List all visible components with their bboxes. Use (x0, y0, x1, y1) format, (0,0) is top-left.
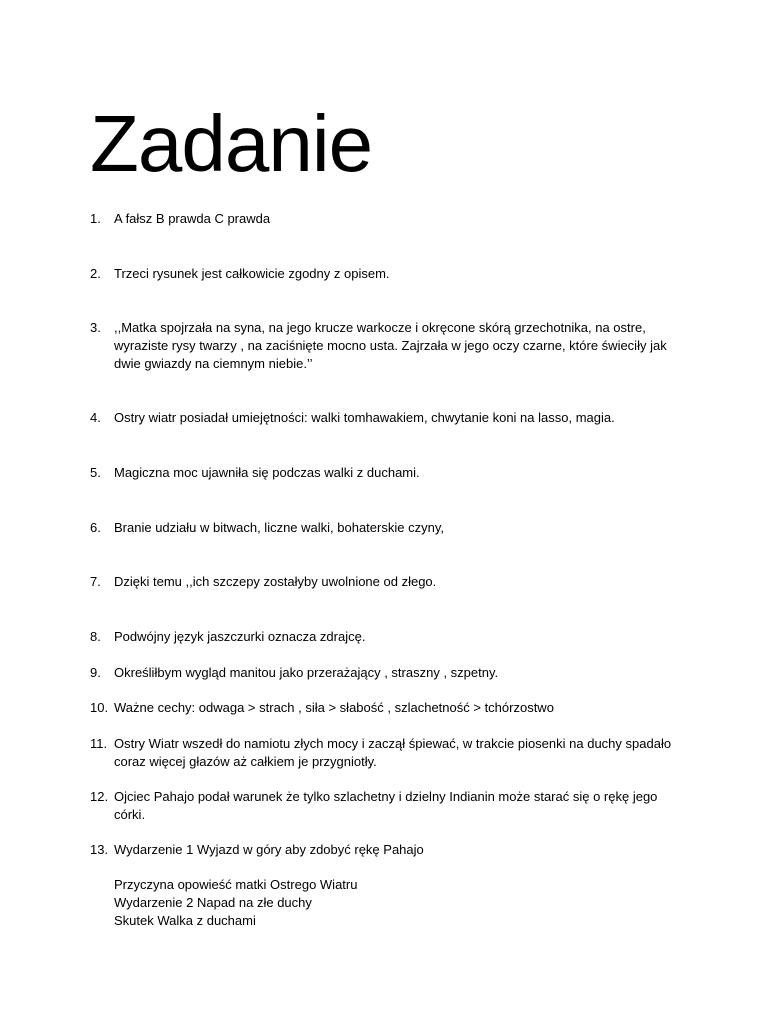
item-number: 10. (90, 700, 109, 715)
item-text: Ważne cechy: odwaga > strach , siła > słabość , szlachetność > tchórzostwo (114, 700, 554, 715)
list-item (90, 735, 680, 771)
item-number: 3. (90, 320, 101, 335)
list-item (90, 788, 680, 824)
item-text: Branie udziału w bitwach, liczne walki, bohaterskie czyny, (114, 520, 444, 535)
item-number: 6. (90, 520, 101, 535)
item-text: Ojciec Pahajo podał warunek że tylko szlachetny i dzielny Indianin może starać się o rękę jego córki. (114, 789, 658, 822)
page-title: Zadanie (90, 99, 373, 188)
list-item (90, 841, 680, 859)
list-item (90, 664, 680, 682)
item-number: 2. (90, 266, 101, 281)
item-number: 4. (90, 410, 101, 425)
item-text: ,,Matka spojrzała na syna, na jego krucze warkocze i okręcone skórą grzechotnika, na ostre, wyraziste rysy twarzy , na zaciśnięte mocno usta. Zajrzała w jego oczy czarne, które świeciły jak dwie gwiazdy na ciemnym niebie.’’ (114, 320, 667, 371)
item-text: Ostry Wiatr wszedł do namiotu złych mocy i zaczął śpiewać, w trakcie piosenki na duchy spadało coraz więcej głazów aż całkiem je przygniotły. (114, 736, 672, 769)
list-item (90, 210, 680, 228)
list-item (90, 573, 680, 591)
list-item (90, 699, 680, 717)
detail-line: Skutek Walka z duchami (114, 913, 256, 928)
item-text: Ostry wiatr posiadał umiejętności: walki tomhawakiem, chwytanie koni na lasso, magia. (114, 410, 615, 425)
item-number: 1. (90, 211, 101, 226)
detail-line: Wydarzenie 2 Napad na złe duchy (114, 895, 312, 910)
list-item (90, 409, 680, 427)
item-text: Magiczna moc ujawniła się podczas walki z duchami. (114, 465, 420, 480)
detail-line: Przyczyna opowieść matki Ostrego Wiatru (114, 877, 358, 892)
item-number: 9. (90, 665, 101, 680)
item-text: Trzeci rysunek jest całkowicie zgodny z opisem. (114, 266, 390, 281)
item-13-details (90, 876, 680, 930)
item-text: Dzięki temu ,,ich szczepy zostałyby uwolnione od złego. (114, 574, 437, 589)
list-item (90, 519, 680, 537)
list-item (90, 464, 680, 482)
item-text: Podwójny język jaszczurki oznacza zdrajcę. (114, 629, 366, 644)
item-number: 8. (90, 629, 101, 644)
item-number: 7. (90, 574, 101, 589)
item-number: 12. (90, 789, 109, 804)
item-number: 5. (90, 465, 101, 480)
list-item (90, 628, 680, 646)
list-item (90, 319, 680, 373)
item-text: Wydarzenie 1 Wyjazd w góry aby zdobyć rękę Pahajo (114, 842, 424, 857)
item-text: A fałsz B prawda C prawda (114, 211, 271, 226)
item-text: Określiłbym wygląd manitou jako przerażający , straszny , szpetny. (114, 665, 499, 680)
item-number: 13. (90, 842, 109, 857)
item-number: 11. (90, 736, 108, 751)
list-item (90, 265, 680, 283)
